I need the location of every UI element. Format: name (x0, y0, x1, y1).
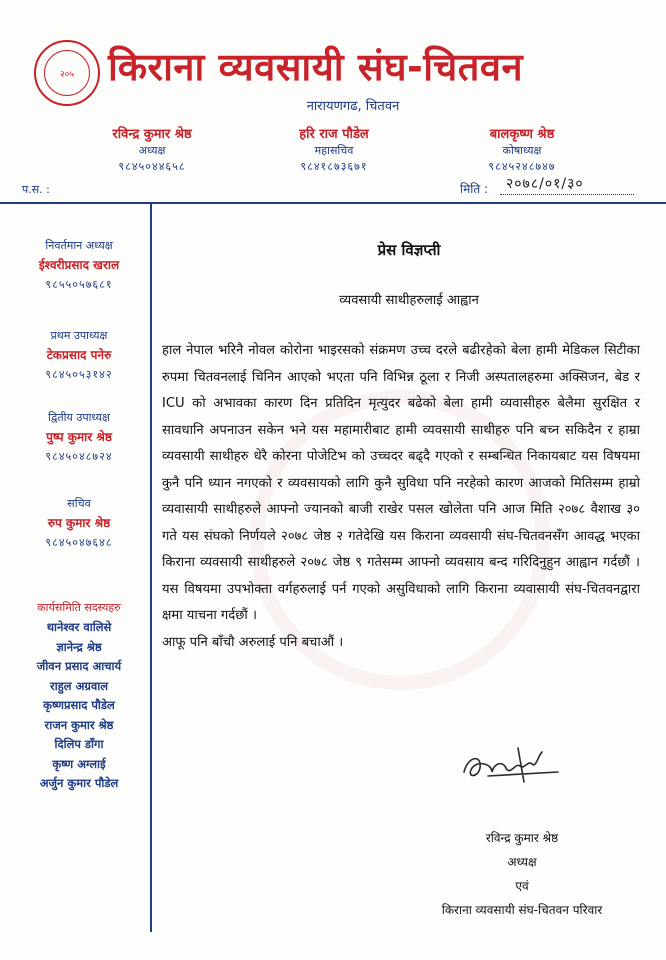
committee-member: कृष्ण अग्लाई (52, 756, 106, 771)
officer-name: बालकृष्ण श्रेष्ठ (489, 127, 555, 142)
member-name: ईश्वरीप्रसाद खराल (38, 258, 120, 272)
date-value: २०७८/०१/३० (506, 176, 584, 192)
committee-member: ज्ञानेन्द्र श्रेष्ठ (56, 639, 102, 654)
committee-title: कार्यसमिति सदस्यहरु (37, 601, 121, 614)
sidebar-member (14, 410, 144, 464)
document-subtitle: व्यवसायी साथीहरुलाई आह्वान (339, 293, 479, 308)
member-name: रुप कुमार श्रेष्ठ (47, 516, 111, 530)
officer-phone: ९८४५०४४६५८ (118, 160, 186, 173)
signatory-role: अध्यक्ष (507, 855, 537, 869)
sidebar-divider (150, 202, 152, 932)
member-phone: ९८५५०५७६८१ (45, 278, 113, 291)
member-phone: ९८४५०४७६४८ (45, 536, 113, 549)
member-role: सचिव (67, 497, 91, 510)
committee-list (14, 618, 144, 794)
committee-member: जीवन प्रसाद आचार्य (36, 659, 122, 673)
document-body (162, 338, 640, 656)
member-phone: ९८४५०४८७२४ (45, 450, 113, 463)
organization-name: किराना व्यवसायी संघ-चितवन (108, 45, 524, 89)
sidebar-member (14, 238, 144, 292)
signature-image (458, 742, 568, 786)
officer-role: महासचिव (314, 144, 354, 157)
committee-member: कृष्णप्रसाद पौडेल (43, 698, 115, 712)
officer-president (62, 124, 242, 174)
officer-treasurer (432, 124, 612, 174)
signature-block (392, 826, 652, 922)
officer-phone: ९८४५२४८७४७ (488, 160, 556, 173)
member-role: द्वितीय उपाध्यक्ष (48, 411, 110, 424)
committee-member: दिलिप डाँगा (54, 737, 104, 751)
member-role: प्रथम उपाध्यक्ष (50, 329, 108, 342)
member-role: निवर्तमान अध्यक्ष (45, 239, 113, 252)
officer-role: अध्यक्ष (138, 144, 166, 157)
body-paragraph: हाल नेपाल भरिनै नोवल कोरोना भाइरसको संक्रमण उच्च दरले बढीरहेको बेला हामी मेडिकल सिटीका रुपमा चितवनलाई चिनिन आएको भएता पनि विभिन्न ठूला र निजी अस्पतालहरुमा अक्सिजन, बेड र ICU को अभावका कारण दिन प्रतिदिन मृत्युदर बढेको बेला हामी व्यवासीहरु बेलैमा सुरक्षित र सावधानि अपनाउन सकेन भने यस महामारीबाट हामी व्यवसायी साथीहरु पनि बच्न सकिदैन र हाम्रा व्यवसायी साथीहरु धेरै कोरना पोजेटिभ को उच्चदर बढ्दै गएको र सम्बन्धित निकायबाट यस विषयमा कुनै पनि ध्यान नगएको र व्यवसायको लागि कुनै सुविधा पनि नरहेको कारण आजको मितिसम्म हाम्रो व्यवासायी साथीहरुले आफ्नो ज्यानको बाजी राखेर पसल खोलेता पनि आज मिति २०७८ वैशाख ३० गते यस संघको निर्णयले २०७८ जेष्ठ २ गतेदेखि यस किराना व्यवसायी संघ-चितवनसँग आवद्ध भएका किराना व्यवसायी साथीहरुले २०७८ जेष्ठ ९ गतेसम्म आफ्नो व्यवसाय बन्द गरिदिनुहुन आह्वान गर्दछौं । यस विषयमा उपभोक्ता वर्गहरुलाई पर्न गएको असुविधाको लागि किराना व्यवासायी संघ-चितवनद्वारा क्षमा याचना गर्दछौं । (162, 343, 640, 623)
signatory-conjunction: एवं (515, 879, 529, 893)
officer-phone: ९८४१८७३६७१ (300, 160, 368, 173)
committee-member: अर्जुन कुमार पौडेल (39, 776, 119, 790)
document-title: प्रेस विज्ञप्ती (377, 241, 441, 259)
date-label: मिति : (460, 182, 489, 196)
date-dotted-line (500, 194, 634, 195)
member-phone: ९८४५०५३१४२ (45, 368, 113, 381)
signatory-organization: किराना व्यवसायी संघ-चितवन परिवार (441, 903, 603, 917)
member-name: टेकप्रसाद पनेरु (46, 348, 112, 362)
officer-role: कोषाध्यक्ष (502, 144, 542, 157)
seal-center (44, 50, 90, 96)
committee-member: राहुल अग्रवाल (49, 678, 109, 693)
officer-name: रविन्द्र कुमार श्रेष्ठ (112, 127, 192, 142)
header-divider (0, 202, 666, 204)
committee-member: राजन कुमार श्रेष्ठ (44, 717, 114, 732)
officer-name: हरि राज पौडेल (299, 127, 369, 142)
sidebar-member (14, 496, 144, 550)
signatory-name: रविन्द्र कुमार श्रेष्ठ (485, 831, 559, 845)
committee-member: थानेश्वर वालिसे (46, 620, 112, 634)
officer-general-secretary (244, 124, 424, 174)
sidebar-member (14, 328, 144, 382)
reference-number-label: प.स. : (22, 183, 50, 196)
member-name: पुष्प कुमार श्रेष्ठ (46, 430, 112, 444)
seal-year: २०५ (59, 69, 75, 80)
closing-line: आफू पनि बाँचौ अरुलाई पनि बचाऔं । (162, 634, 344, 650)
organization-address: नारायणगढ, चितवन (306, 99, 400, 114)
